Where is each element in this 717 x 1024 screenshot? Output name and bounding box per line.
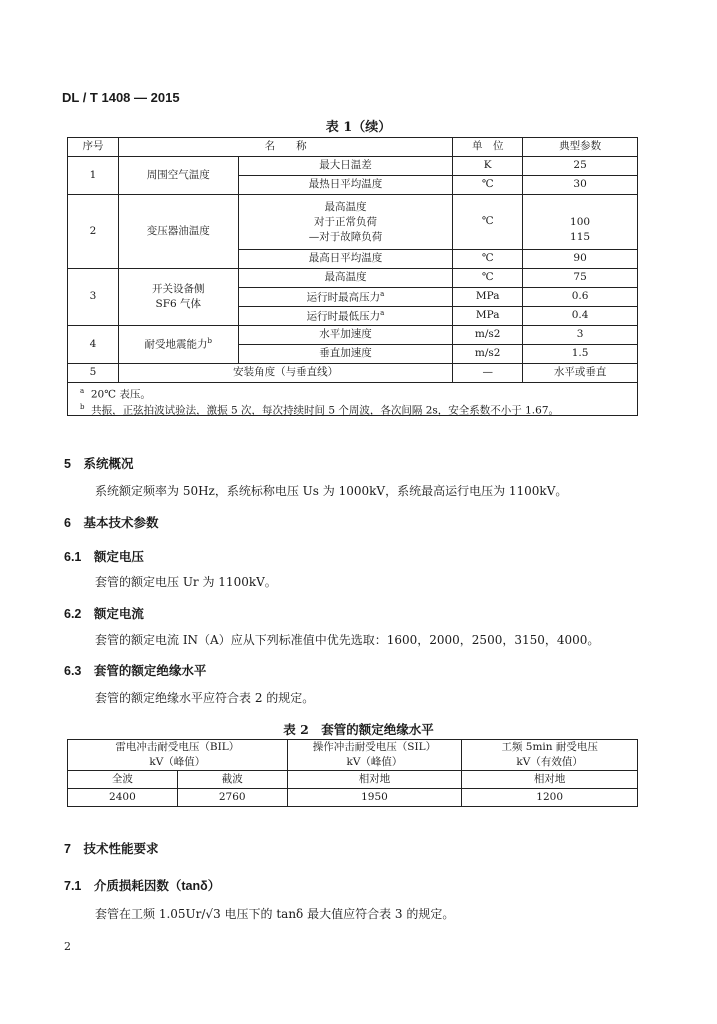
table-row — [68, 195, 638, 250]
value-cell: 1200 — [462, 789, 638, 807]
footnote-mark: a — [80, 387, 85, 395]
header-line: 工频 5min 耐受电压 — [501, 741, 598, 753]
row-group: 耐受地震能力 — [144, 338, 208, 351]
note-mark: a — [380, 308, 385, 317]
item-name: 最热日平均温度 — [238, 176, 453, 195]
row-group-multiline — [118, 269, 238, 326]
item-line: —对于故障负荷 — [308, 230, 383, 243]
item-unit: ℃ — [453, 250, 523, 269]
footnotes — [68, 383, 638, 416]
item-unit: ℃ — [453, 176, 523, 195]
footnote — [80, 399, 637, 415]
item-value: 90 — [523, 250, 638, 269]
item-name: 最高温度 — [238, 269, 453, 288]
section-6-1-text: 套管的额定电压 Ur 为 1100kV。 — [95, 575, 277, 589]
item-unit: ℃ — [453, 269, 523, 288]
header-line: kV（有效值） — [516, 756, 583, 768]
subheader-full-wave: 全波 — [68, 771, 178, 789]
item-name-with-note — [238, 288, 453, 307]
table2-subheader-row — [68, 771, 638, 789]
header-name: 名 称 — [118, 138, 452, 157]
row-group-with-note — [118, 326, 238, 364]
item-name-with-note — [238, 307, 453, 326]
item-value: 25 — [523, 157, 638, 176]
section-6-3-heading: 6.3 套管的额定绝缘水平 — [64, 664, 207, 678]
header-no: 序号 — [68, 138, 119, 157]
table1-title: 表 1（续） — [325, 120, 392, 135]
footnote-mark: b — [80, 403, 85, 411]
note-mark: a — [380, 289, 385, 298]
item-unit: ℃ — [453, 195, 523, 250]
item-unit: K — [453, 157, 523, 176]
item-unit: MPa — [453, 307, 523, 326]
page-number: 2 — [64, 940, 71, 953]
section-7-heading: 7 技术性能要求 — [64, 842, 159, 856]
table1-header-row — [68, 138, 638, 157]
note-mark: b — [207, 337, 213, 346]
value-cell: 2760 — [177, 789, 287, 807]
table-row — [68, 157, 638, 176]
section-6-3-text: 套管的额定绝缘水平应符合表 2 的规定。 — [95, 691, 315, 705]
row-group: 变压器油温度 — [118, 195, 238, 269]
value-cell: 1950 — [287, 789, 462, 807]
header-power-frequency — [462, 740, 638, 771]
section-6-2-heading: 6.2 额定电流 — [64, 607, 144, 621]
item-name: 水平加速度 — [238, 326, 453, 345]
item-name: 运行时最高压力 — [306, 291, 381, 304]
item-unit: m/s2 — [453, 345, 523, 364]
header-value: 典型参数 — [523, 138, 638, 157]
item-name: 垂直加速度 — [238, 345, 453, 364]
item-unit: — — [453, 364, 523, 383]
section-5-text: 系统额定频率为 50Hz，系统标称电压 Us 为 1000kV，系统最高运行电压为 1100kV。 — [95, 484, 568, 498]
table1 — [67, 137, 638, 416]
item-line: 对于正常负荷 — [313, 215, 377, 228]
item-unit: MPa — [453, 288, 523, 307]
standard-code: DL / T 1408 — 2015 — [62, 90, 180, 105]
row-no: 5 — [68, 364, 119, 383]
item-value: 30 — [523, 176, 638, 195]
item-value: 0.6 — [523, 288, 638, 307]
section-6-heading: 6 基本技术参数 — [64, 516, 159, 530]
section-7-1-heading: 7.1 介质损耗因数（tanδ） — [64, 879, 221, 893]
item-name: 最大日温差 — [238, 157, 453, 176]
section-7-1-text: 套管在工频 1.05Ur/√3 电压下的 tanδ 最大值应符合表 3 的规定。 — [95, 907, 455, 921]
row-group: 周围空气温度 — [118, 157, 238, 195]
item-name: 运行时最低压力 — [306, 310, 381, 323]
section-6-1-heading: 6.1 额定电压 — [64, 550, 144, 564]
item-value: 水平或垂直 — [523, 364, 638, 383]
table-row — [68, 364, 638, 383]
item-name: 安装角度（与垂直线） — [118, 364, 452, 383]
table1-footnotes-row — [68, 383, 638, 416]
row-no: 2 — [68, 195, 119, 269]
value-cell: 2400 — [68, 789, 178, 807]
table-row — [68, 326, 638, 345]
footnote-text: 共振，正弦拍波试验法，激振 5 次，每次持续时间 5 个周波，各次间隔 2s，安全系数不小于 1.67。 — [91, 404, 560, 417]
group-line: 开关设备侧 — [152, 283, 205, 295]
item-value-multiline — [523, 195, 638, 250]
section-6-2-text: 套管的额定电流 IN（A）应从下列标准值中优先选取：1600，2000，2500，3150，4000。 — [95, 633, 600, 647]
item-name-multiline — [238, 195, 453, 250]
table2 — [67, 739, 638, 807]
item-value: 0.4 — [523, 307, 638, 326]
row-no: 3 — [68, 269, 119, 326]
header-line: kV（峰值） — [346, 756, 403, 768]
item-value: 1.5 — [523, 345, 638, 364]
row-no: 1 — [68, 157, 119, 195]
header-unit: 单 位 — [453, 138, 523, 157]
item-name: 最高日平均温度 — [238, 250, 453, 269]
header-bil — [68, 740, 288, 771]
table2-title: 表 2 套管的额定绝缘水平 — [283, 722, 434, 737]
table-row — [68, 789, 638, 807]
item-value: 100 — [570, 215, 591, 228]
table-row — [68, 269, 638, 288]
header-sil — [287, 740, 462, 771]
footnote-text: 20℃ 表压。 — [90, 388, 151, 401]
subheader-phase-ground: 相对地 — [287, 771, 462, 789]
header-line: 操作冲击耐受电压（SIL） — [312, 741, 437, 753]
item-value: 115 — [570, 230, 591, 243]
item-line: 最高温度 — [324, 200, 367, 213]
item-value: 3 — [523, 326, 638, 345]
subheader-chopped-wave: 截波 — [177, 771, 287, 789]
item-value: 75 — [523, 269, 638, 288]
table2-header-row — [68, 740, 638, 771]
header-line: kV（峰值） — [149, 756, 206, 768]
group-line: SF6 气体 — [155, 298, 202, 310]
subheader-phase-ground: 相对地 — [462, 771, 638, 789]
header-line: 雷电冲击耐受电压（BIL） — [115, 741, 240, 753]
section-5-heading: 5 系统概况 — [64, 457, 134, 471]
footnote — [80, 383, 637, 399]
row-no: 4 — [68, 326, 119, 364]
item-unit: m/s2 — [453, 326, 523, 345]
